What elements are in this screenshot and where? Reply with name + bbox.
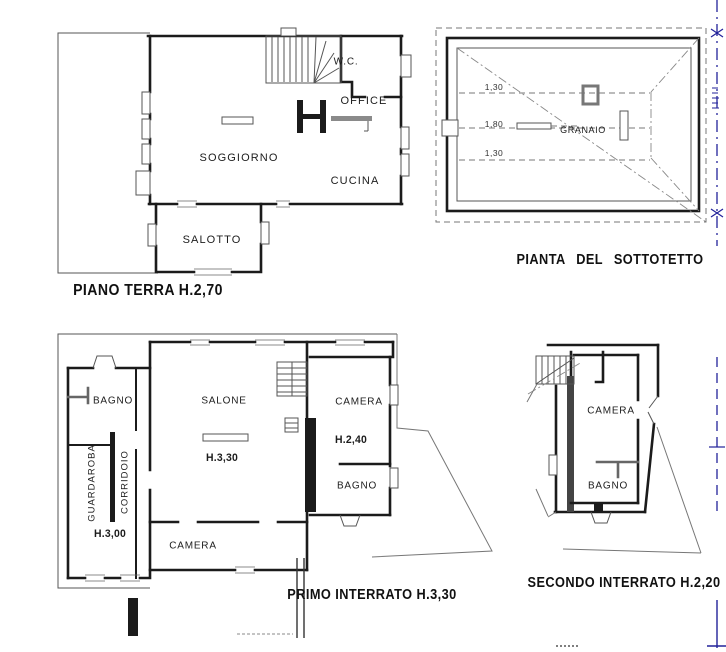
door-recess [136, 171, 150, 195]
room-label-soggiorno: SOGGIORNO [199, 152, 279, 164]
room-label-bagno-nw: BAGNO [92, 395, 134, 407]
wall-top-right [310, 342, 393, 357]
door-splay [340, 515, 360, 526]
wall-notch [442, 120, 458, 136]
dimension-label-middle: 1,80 [484, 119, 504, 129]
door [401, 55, 411, 77]
room-label-cucina: CUCINA [330, 175, 380, 187]
plan-title-piano-terra: PIANO TERRA H.2,70 [73, 282, 223, 299]
room-label-camera-s: CAMERA [169, 540, 217, 552]
height-label-camera: H.2,40 [335, 434, 367, 446]
plan-secondo-interrato [527, 345, 701, 553]
door-splay-right [648, 396, 658, 424]
chimney [583, 86, 598, 104]
dimension-text-marks [712, 88, 719, 108]
kitchen-counter [331, 116, 372, 121]
chimney-bump [281, 28, 296, 36]
staircase [266, 36, 341, 83]
table [203, 434, 248, 441]
window [390, 468, 398, 488]
plan-title-secondo-interrato: SECONDO INTERRATO H.2,20 [527, 575, 721, 591]
window [390, 385, 398, 405]
window [142, 92, 150, 114]
room-label-office: OFFICE [340, 95, 388, 107]
room-left-wall [567, 376, 574, 512]
exterior-wall-bottom [68, 570, 307, 578]
hip-ridge-lines [651, 38, 699, 211]
window [142, 144, 150, 164]
height-label-guardaroba: H.3,00 [94, 528, 126, 540]
corridor-wall [110, 432, 115, 522]
window-sill [194, 269, 232, 275]
bagno-fixture [68, 388, 88, 403]
exterior-wall-right [645, 345, 658, 512]
flue [128, 598, 138, 636]
window [148, 224, 156, 246]
room-label-camera-ne: CAMERA [335, 396, 383, 408]
counter-hook [364, 121, 368, 131]
staircase [277, 362, 307, 432]
wall-stub [594, 504, 603, 513]
dimension-label-bottom: 1,30 [484, 148, 504, 158]
window [401, 154, 409, 176]
window [401, 127, 409, 149]
beam [517, 123, 551, 129]
window [142, 119, 150, 139]
entrance-splay [93, 356, 116, 368]
heavy-wall [305, 418, 316, 512]
table [222, 117, 253, 124]
plan-title-sottotetto: PIANTA DEL SOTTOTETTO [516, 252, 704, 268]
room-label-bagno-e: BAGNO [336, 480, 378, 492]
room-label-wc: W.C. [333, 56, 359, 68]
room-label-guardaroba: GUARDAROBA [86, 444, 98, 522]
room-label-camera: CAMERA [587, 405, 635, 417]
office-partition [297, 100, 326, 133]
room-label-salone: SALONE [201, 395, 247, 407]
room-top-wall [571, 352, 638, 382]
room-label-granaio: GRANAIO [560, 125, 606, 135]
room-label-corridoio: CORRIDOIO [119, 450, 131, 514]
dimension-label-top: 1,30 [484, 82, 504, 92]
room-label-bagno: BAGNO [587, 480, 629, 492]
window [261, 222, 269, 244]
bagno-divider [597, 462, 638, 477]
roof-bar [620, 111, 628, 140]
plan-title-primo-interrato: PRIMO INTERRATO H.3,30 [287, 587, 457, 603]
door-splay-bottom [591, 512, 611, 523]
window [549, 455, 557, 475]
roof-diagonal [457, 48, 706, 222]
height-label-salone: H.3,30 [206, 452, 238, 464]
room-label-salotto: SALOTTO [182, 234, 242, 246]
